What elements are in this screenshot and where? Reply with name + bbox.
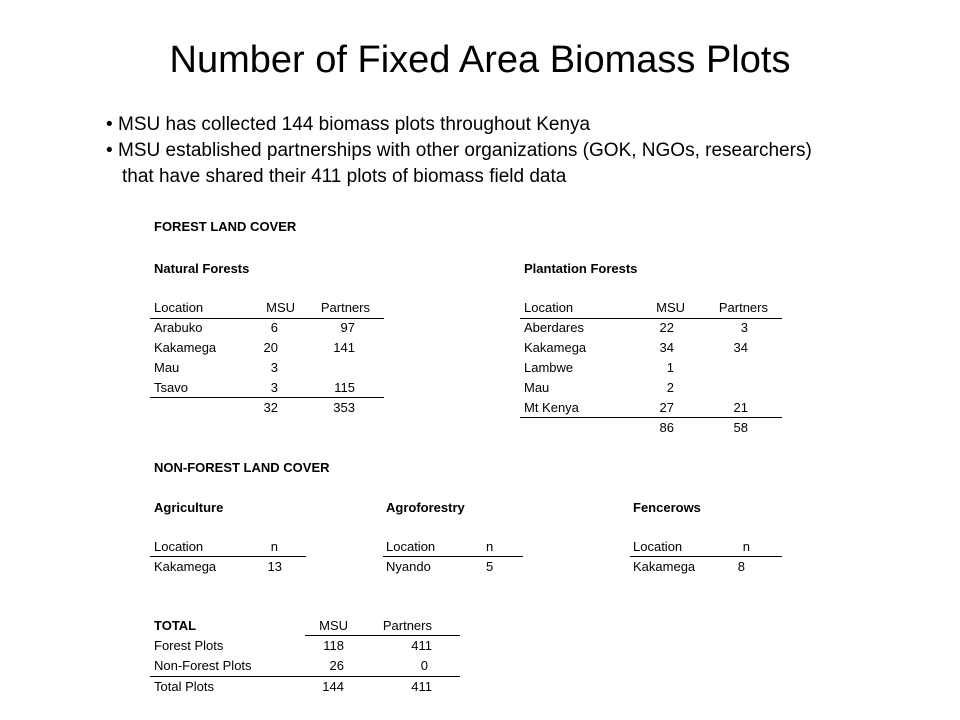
- total-cell: 353: [333, 400, 355, 415]
- table-cell: 411: [411, 679, 432, 694]
- table-cell: 2: [666, 380, 674, 395]
- table-cell: Mt Kenya: [524, 400, 579, 415]
- table-cell: 118: [323, 638, 344, 653]
- table-cell: Aberdares: [524, 320, 584, 335]
- column-header: Location: [633, 539, 683, 554]
- table-cell: 141: [333, 340, 355, 355]
- total-heading: TOTAL: [154, 618, 197, 633]
- column-header: MSU: [266, 300, 295, 315]
- bullet-text: that have shared their 411 plots of biomass field data: [122, 166, 567, 187]
- table-cell: 6: [270, 320, 278, 335]
- table-cell: Nyando: [386, 559, 431, 574]
- bullet-continuation: [106, 164, 812, 190]
- agriculture-heading: Agriculture: [154, 500, 224, 515]
- table-cell: Kakamega: [633, 559, 696, 574]
- table-cell: 3: [270, 380, 278, 395]
- table-cell: Mau: [524, 380, 550, 395]
- column-header: Location: [154, 300, 204, 315]
- table-cell: 20: [263, 340, 278, 355]
- header-rule: [150, 556, 306, 557]
- table-cell: Kakamega: [154, 340, 217, 355]
- table-cell: Non-Forest Plots: [154, 658, 252, 673]
- bullet-text: MSU has collected 144 biomass plots throughout Kenya: [118, 114, 591, 135]
- table-cell: 5: [486, 559, 494, 574]
- table-cell: Total Plots: [154, 679, 214, 694]
- bullet-item: • MSU established partnerships with other organizations (GOK, NGOs, researchers): [106, 140, 812, 161]
- table-cell: 26: [329, 658, 344, 673]
- fencerows-heading: Fencerows: [633, 500, 701, 515]
- column-header: n: [742, 539, 750, 554]
- header-rule: [383, 556, 523, 557]
- table-cell: 27: [659, 400, 674, 415]
- column-header: Partners: [382, 618, 432, 633]
- total-rule: [520, 417, 782, 418]
- column-header: MSU: [319, 618, 348, 633]
- table-cell: Kakamega: [154, 559, 217, 574]
- slide-title: Number of Fixed Area Biomass Plots: [169, 39, 791, 81]
- table-cell: 0: [420, 658, 428, 673]
- table-cell: 1: [666, 360, 674, 375]
- table-cell: 8: [737, 559, 745, 574]
- table-cell: 97: [340, 320, 355, 335]
- total-cell: 58: [733, 420, 748, 435]
- table-cell: 411: [411, 638, 432, 653]
- bullet-item: • MSU has collected 144 biomass plots throughout Kenya: [106, 114, 591, 135]
- column-header: Partners: [320, 300, 370, 315]
- header-rule: [630, 556, 782, 557]
- header-rule: [305, 635, 460, 636]
- table-cell: 34: [733, 340, 748, 355]
- table-cell: 22: [659, 320, 674, 335]
- bullet-text: MSU established partnerships with other organizations (GOK, NGOs, researchers): [118, 140, 812, 161]
- table-cell: Kakamega: [524, 340, 587, 355]
- bullet-list: [106, 112, 812, 190]
- table-cell: 34: [659, 340, 674, 355]
- column-header: n: [486, 539, 494, 554]
- forest-land-cover-heading: FOREST LAND COVER: [154, 219, 297, 234]
- table-cell: Mau: [154, 360, 180, 375]
- header-rule: [520, 318, 782, 319]
- table-cell: Lambwe: [524, 360, 574, 375]
- table-cell: 144: [322, 679, 344, 694]
- total-rule: [150, 676, 460, 677]
- natural-forests-heading: Natural Forests: [154, 261, 250, 276]
- table-cell: 115: [334, 380, 355, 395]
- header-rule: [150, 318, 384, 319]
- non-forest-land-cover-heading: NON-FOREST LAND COVER: [154, 460, 330, 475]
- table-cell: Tsavo: [154, 380, 188, 395]
- plantation-forests-heading: Plantation Forests: [524, 261, 638, 276]
- column-header: Partners: [718, 300, 768, 315]
- table-cell: Arabuko: [154, 320, 203, 335]
- column-header: MSU: [656, 300, 685, 315]
- table-cell: 3: [740, 320, 748, 335]
- column-header: Location: [154, 539, 204, 554]
- column-header: Location: [524, 300, 574, 315]
- total-cell: 32: [263, 400, 278, 415]
- table-cell: Forest Plots: [154, 638, 224, 653]
- table-cell: 13: [267, 559, 282, 574]
- total-cell: 86: [659, 420, 674, 435]
- table-cell: 21: [733, 400, 748, 415]
- table-cell: 3: [270, 360, 278, 375]
- total-rule: [150, 397, 384, 398]
- agroforestry-heading: Agroforestry: [386, 500, 465, 515]
- column-header: n: [270, 539, 278, 554]
- column-header: Location: [386, 539, 436, 554]
